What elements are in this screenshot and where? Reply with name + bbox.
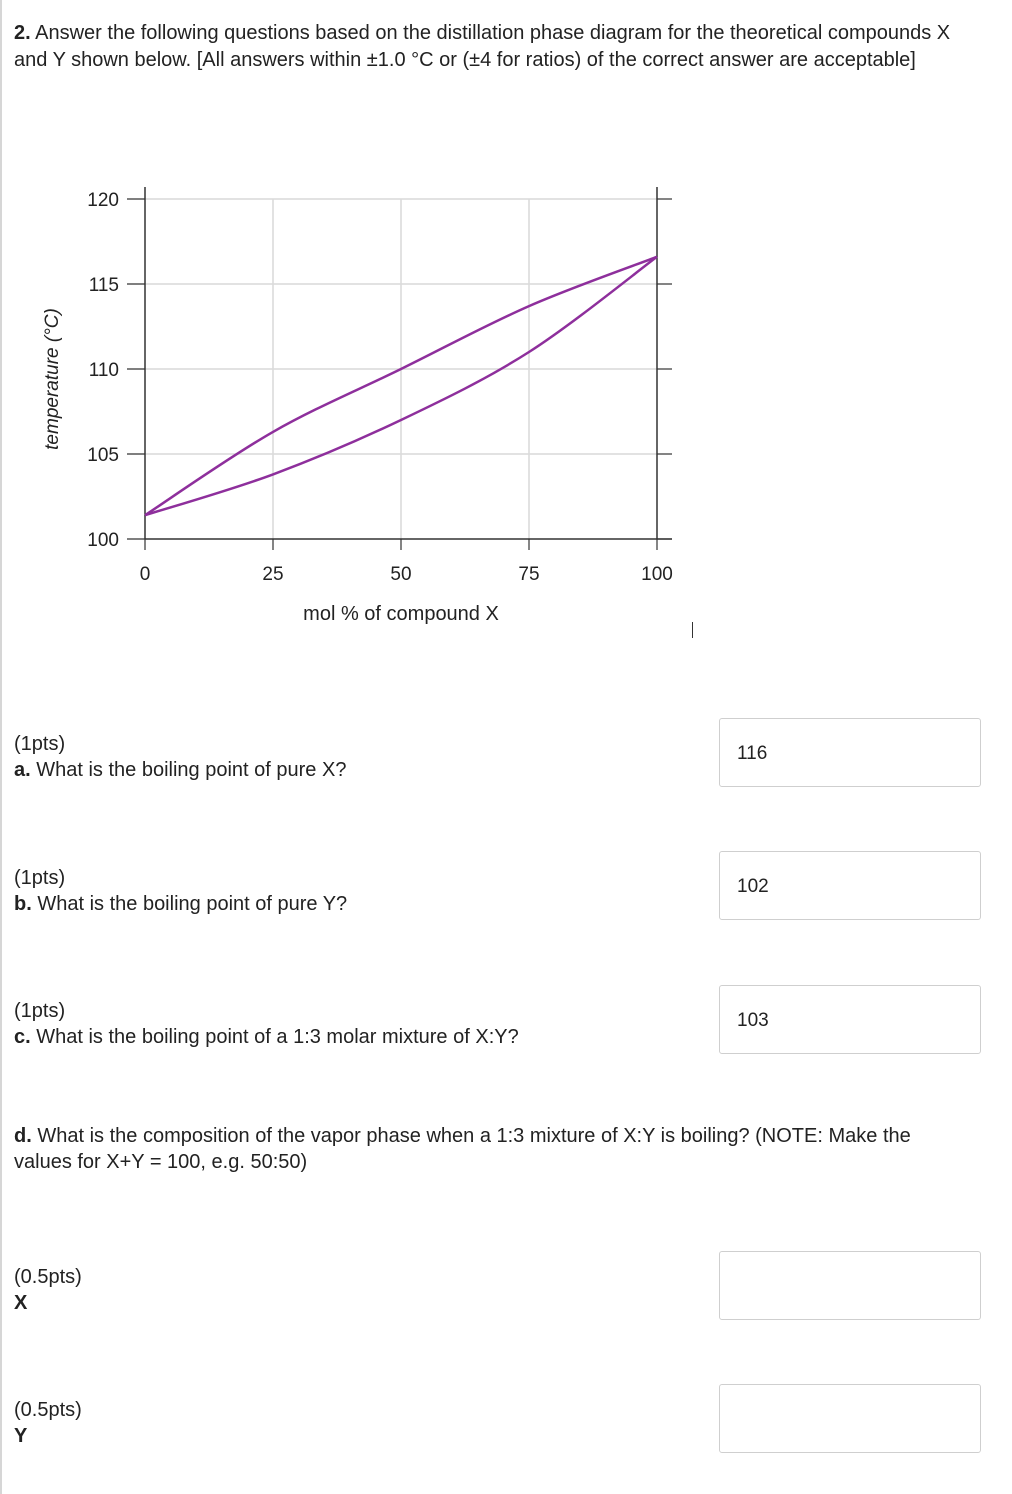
question-d-x [14, 1264, 82, 1316]
question-header [14, 20, 974, 74]
question-d-text: What is the composition of the vapor phase when a 1:3 mixture of X:Y is boiling? (NOTE: Make the values for X+Y = 100, e.g. 50:50) [14, 1125, 911, 1173]
question-c-points: (1pts) [14, 1000, 66, 1022]
question-d-x-points: (0.5pts) [14, 1266, 82, 1288]
answer-d-x-input[interactable] [719, 1251, 981, 1320]
question-a-letter: a. [14, 759, 31, 781]
text-cursor [692, 622, 693, 638]
answer-c-input[interactable]: 103 [719, 985, 981, 1054]
question-b-points: (1pts) [14, 867, 66, 889]
y-tick-label: 115 [88, 275, 119, 296]
x-tick-label: 100 [641, 564, 673, 585]
y-tick-label: 120 [87, 190, 119, 211]
question-number: 2. [14, 22, 31, 44]
question-b-text: What is the boiling point of pure Y? [37, 893, 348, 915]
y-axis-label: temperature (°C) [42, 308, 63, 450]
question-c-letter: c. [14, 1026, 31, 1048]
answer-b-input[interactable]: 102 [719, 851, 981, 920]
x-tick-label: 50 [390, 564, 412, 585]
question-d-y-points: (0.5pts) [14, 1399, 82, 1421]
question-b-letter: b. [14, 893, 32, 915]
phase-diagram-chart [0, 170, 720, 630]
question-d-letter: d. [14, 1125, 32, 1147]
question-d-x-label: X [14, 1292, 28, 1314]
question-a [14, 731, 346, 783]
question-d [14, 1123, 974, 1175]
x-tick-label: 0 [139, 564, 151, 585]
x-tick-label: 25 [262, 564, 284, 585]
question-d-y [14, 1397, 82, 1449]
y-tick-label: 110 [88, 360, 119, 381]
answer-a-input[interactable]: 116 [719, 718, 981, 787]
question-d-y-label: Y [14, 1425, 28, 1447]
question-a-points: (1pts) [14, 733, 66, 755]
question-c-text: What is the boiling point of a 1:3 molar mixture of X:Y? [36, 1026, 519, 1048]
question-b [14, 865, 347, 917]
x-axis-label: mol % of compound X [303, 603, 499, 625]
y-tick-label: 105 [87, 445, 119, 466]
question-c [14, 998, 519, 1050]
answer-d-y-input[interactable] [719, 1384, 981, 1453]
y-tick-label: 100 [87, 530, 119, 551]
question-a-text: What is the boiling point of pure X? [36, 759, 347, 781]
question-text: Answer the following questions based on the distillation phase diagram for the theoretical compounds X and Y shown below. [All answers within ±1.0 °C or (±4 for ratios) of the correct answer are acceptable] [14, 22, 951, 71]
x-tick-label: 75 [518, 564, 540, 585]
